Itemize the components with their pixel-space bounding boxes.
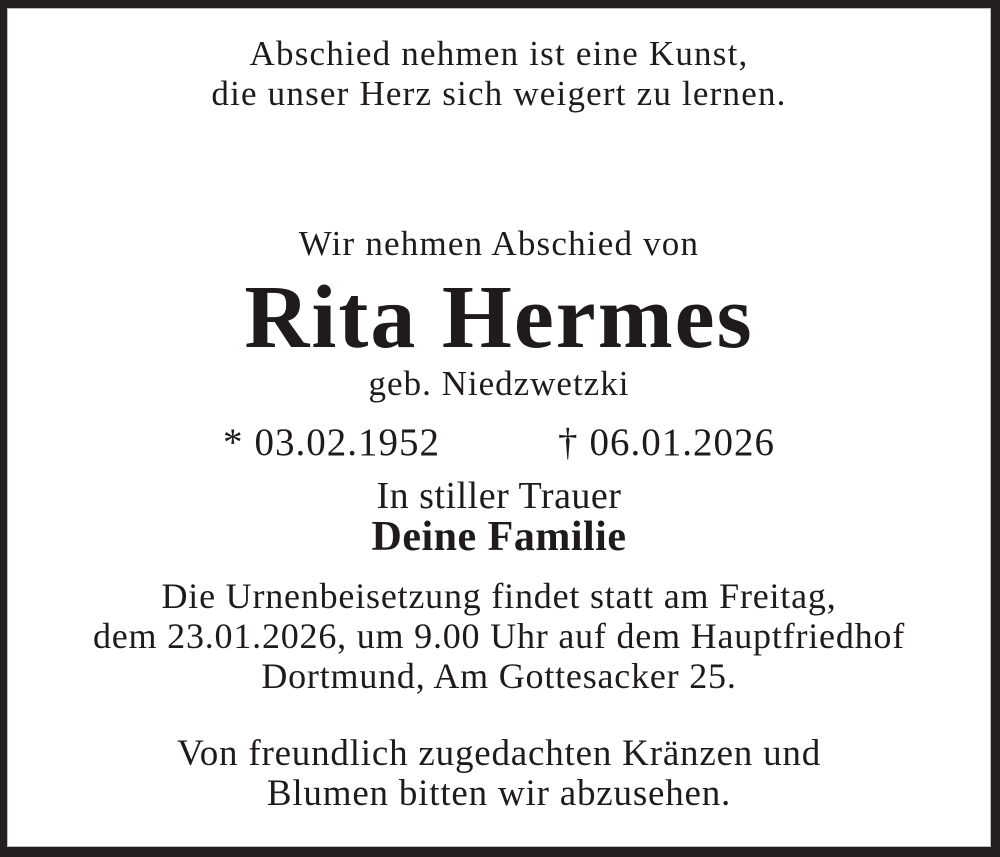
- flowers-line-2: Blumen bitten wir abzusehen.: [266, 773, 732, 814]
- maiden-name: geb. Niedzwetzki: [368, 364, 630, 403]
- family-signature: Deine Familie: [371, 514, 627, 560]
- funeral-line-3: Dortmund, Am Gottesacker 25.: [261, 656, 737, 696]
- life-dates: [7, 423, 991, 463]
- flowers-line-1: Von freundlich zugedachten Kränzen und: [176, 733, 822, 774]
- birth-star-symbol: *: [223, 421, 244, 464]
- funeral-line-1: Die Urnenbeisetzung findet statt am Freitag,: [161, 576, 837, 616]
- funeral-line-2: dem 23.01.2026, um 9.00 Uhr auf dem Hauptfriedhof: [92, 616, 906, 656]
- mourning-line: In stiller Trauer: [376, 475, 622, 517]
- flowers-request: [7, 734, 991, 814]
- death-date-value: 06.01.2026: [589, 421, 775, 464]
- epigraph-line-2: die unser Herz sich weigert zu lernen.: [211, 74, 787, 113]
- birth-date-value: 03.02.1952: [254, 421, 440, 464]
- epigraph-line-1: Abschied nehmen ist eine Kunst,: [249, 34, 749, 73]
- death-cross-symbol: †: [558, 421, 579, 464]
- birth-date: [223, 423, 440, 463]
- deceased-name: Rita Hermes: [244, 268, 754, 367]
- epigraph: [7, 34, 991, 114]
- intro-line: Wir nehmen Abschied von: [298, 224, 700, 263]
- funeral-details: [7, 576, 991, 696]
- death-date: [558, 423, 775, 463]
